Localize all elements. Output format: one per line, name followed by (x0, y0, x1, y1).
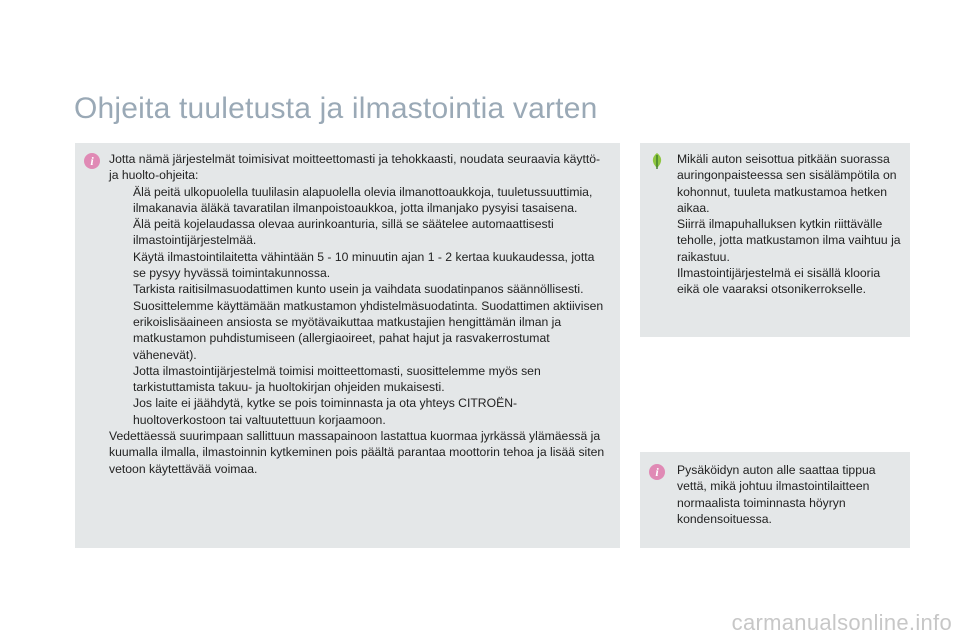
list-item (109, 184, 609, 217)
page-title: Ohjeita tuuletusta ja ilmastointia varten (74, 92, 598, 125)
list-item (109, 249, 609, 282)
info-icon: i (84, 153, 100, 169)
eco-tip-paragraph-2: Siirrä ilmapuhalluksen kytkin riittävälle teholle, jotta matkustamon ilma vaihtuu ja raikastuu. (677, 217, 901, 264)
condensation-text (677, 462, 902, 527)
list-item-text: Jotta ilmastointijärjestelmä toimisi moitteettomasti, suosittelemme myös sen tarkistuttamista takuu- ja huoltokirjan ohjeiden mukaisesti. (133, 363, 541, 395)
advice-list (109, 184, 609, 428)
list-item-text: Älä peitä ulkopuolella tuulilasin alapuolella olevia ilmanottoaukkoja, tuuletussuuttimia, ilmakanavia äläkä tavaratilan ilmanpoistoaukkoa, jotta ilmanjako pysyisi tasaisena. (133, 184, 593, 215)
list-item-text: Käytä ilmastointilaitetta vähintään 5 - 10 minuutin ajan 1 - 2 kertaa kuukaudessa, jotta se pysyy hyvässä toimintakunnossa. (133, 249, 595, 281)
watermark: carmanualsonline.info (731, 610, 952, 635)
list-item (109, 395, 609, 428)
list-item (109, 363, 609, 396)
eco-tip-paragraph-1: Mikäli auton seisottua pitkään suorassa auringonpaisteessa sen sisälämpötila on kohonnut, tuuleta matkustamoa hetken aikaa. (677, 152, 897, 215)
list-item-text: Jos laite ei jäähdytä, kytke se pois toiminnasta ja ota yhteys CITROËN-huoltoverkostoon tai valtuutettuun korjaamoon. (133, 396, 518, 427)
eco-tip-paragraph-3: Ilmastointijärjestelmä ei sisällä klooria eikä ole vaaraksi otsonikerrokselle. (677, 266, 881, 297)
leaf-icon (648, 152, 666, 170)
list-item-text: Älä peitä kojelaudassa olevaa aurinkoanturia, sillä se säätelee automaattisesti ilmastointijärjestelmää. (133, 217, 554, 248)
list-item-text: Tarkista raitisilmasuodattimen kunto usein ja vaihdata suodatinpanos säännöllisesti. Suosittelemme käyttämään matkustamon yhdistelmäsuodatinta. Suodattimen aktiivisen erikoislisäaineen ansiosta se myötävaikuttaa matkustajien hengittämän ilman ja matkustamon puhdistumiseen (allergiaoireet, pahat hajut ja rasvakerrostumat vähenevät). (133, 282, 604, 362)
condensation-paragraph: Pysäköidyn auton alle saattaa tippua vettä, mikä johtuu ilmastointilaitteen normaalista toiminnasta höyryn kondensoituessa. (677, 463, 876, 526)
main-text-block (109, 151, 609, 477)
eco-tip-text (677, 151, 902, 298)
info-icon: i (649, 464, 665, 480)
closing-paragraph: Vedettäessä suurimpaan sallittuun massapainoon lastattua kuormaa jyrkässä ylämäessä ja kuumalla ilmalla, ilmastoinnin kytkeminen pois päältä parantaa moottorin tehoa ja lisää siten vetoon käytettävää voimaa. (109, 429, 605, 476)
intro-paragraph: Jotta nämä järjestelmät toimisivat moitteettomasti ja tehokkaasti, noudata seuraavia käyttö-ja huolto-ohjeita: (109, 152, 601, 183)
list-item (109, 216, 609, 249)
list-item (109, 281, 609, 362)
